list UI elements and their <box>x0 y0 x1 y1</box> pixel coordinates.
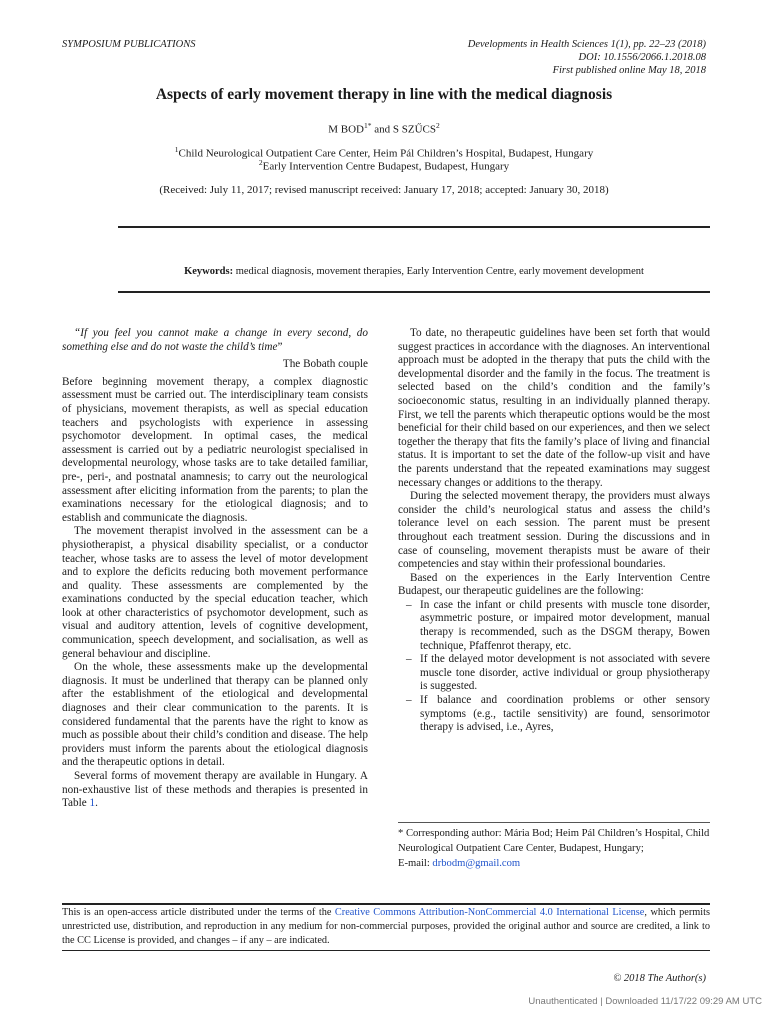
email-label: E-mail: <box>398 858 433 869</box>
footnote-text: * Corresponding author: Mária Bod; Heim Pál Children’s Hospital, Child Neurological Outpatient Care Center, Budapest, Hungary; <box>398 828 710 854</box>
epigraph-quote <box>62 327 368 354</box>
paragraph: To date, no therapeutic guidelines have been set forth that would suggest practices in accordance with the diagnoses. An interventional approach must be adopted in the therapy that puts the child with the developmental disorder and the family in the focus. The treatment is selected based on the child’s condition and the family’s socioeconomic status, resulting in an individually planned therapy. First, we tell the parents which therapeutic options would be the most beneficial for their child based on our experiences, and then we select together the therapy that fits the family’s place of living and financial status. It is important to set the date of the follow-up visit and have the parents understand that the repeated examinations may suggest necessary changes or additions to the therapy. <box>398 327 710 489</box>
license-text <box>62 905 710 950</box>
paragraph-text: Several forms of movement therapy are available in Hungary. A non-exhaustive list of these methods and therapies is presented in Table <box>62 770 368 810</box>
article-title: Aspects of early movement therapy in line with the medical diagnosis <box>155 86 613 103</box>
author-2-affiliation-mark: 2 <box>436 121 440 130</box>
guideline-list <box>398 599 710 735</box>
epigraph-author: The Bobath couple <box>282 358 368 371</box>
right-column <box>398 327 710 735</box>
copyright: © 2018 The Author(s) <box>613 973 706 984</box>
affiliation-2-text: Early Intervention Centre Budapest, Budapest, Hungary <box>262 160 510 173</box>
affiliation-2-mark: 2 <box>258 158 263 167</box>
author-conjunction: and <box>371 123 393 136</box>
paragraph: On the whole, these assessments make up the developmental diagnosis. It must be underlined that therapy can be planned only after the establishment of the etiological and developmental diagnoses and their clear communication to the parents. It is considered fundamental that the parents have the right to know as much as possible about their child’s condition and disease. The help providers must inform the parents about the etiological diagnosis and the therapeutic options in detail. <box>62 661 368 769</box>
corresponding-author-footnote <box>398 826 710 871</box>
journal-citation: Developments in Health Sciences 1(1), pp. 22–23 (2018) <box>467 39 706 50</box>
affiliation-1-text: Child Neurological Outpatient Care Center, Heim Pál Children’s Hospital, Budapest, Hungary <box>178 147 594 160</box>
left-column <box>62 327 368 811</box>
publisher-name: SYMPOSIUM PUBLICATIONS <box>62 39 196 50</box>
paragraph: During the selected movement therapy, the providers must always consider the child’s neurological status and assess the child’s tolerance level on each session. The parent must be present throughout each treatment session. During the discussions and in case of counseling, movement therapists must be aware of their competencies and stay within their professional boundaries. <box>398 490 710 571</box>
bottom-rule <box>118 291 710 293</box>
epigraph-text: “If you feel you cannot make a change in every second, do something else and do not waste the child’s time <box>62 327 368 353</box>
table-1-link[interactable]: 1 <box>89 797 96 810</box>
keywords-label: Keywords: <box>184 266 234 277</box>
author-list <box>0 121 768 136</box>
paragraph: Based on the experiences in the Early Intervention Centre Budapest, our therapeutic guidelines are the following: <box>398 571 710 598</box>
license-terms: , which permits unrestricted use, distribution, and reproduction in any medium for non-commercial purposes, provided the original author and source are credited, a link to the CC License is provided, and changes – if any – are indicated. <box>62 906 710 946</box>
list-item: – If the delayed motor development is not associated with severe muscle tone disorder, active individual or group physiotherapy is suggested. <box>420 653 710 694</box>
top-rule <box>118 226 710 228</box>
author-1: M BOD <box>328 123 364 136</box>
email-link[interactable]: drbodm@gmail.com <box>432 858 521 869</box>
publication-date: First published online May 18, 2018 <box>552 65 706 76</box>
paragraph: The movement therapist involved in the assessment can be a physiotherapist, a physical disability specialist, or a conductor teacher, whose tasks are to assess the level of motor development and to explore the deficits reducing both movement performance and quality. These assessments are complemented by the examinations conducted by the special education teacher, which look at other characteristics of psychomotor development, such as visual and auditory attention, levels of cognitive development, communication, speech development, and socialisation, as well as general behaviour and discipline. <box>62 525 368 660</box>
received-dates: (Received: July 11, 2017; revised manuscript received: January 17, 2018; accepted: January 30, 2018) <box>159 184 609 196</box>
epigraph-close-quote: ” <box>277 340 283 353</box>
paragraph: Before beginning movement therapy, a complex diagnostic assessment must be carried out. The interdisciplinary team consists of physicians, movement therapists, as well as special education teachers and psychologists with experience in assessing psychomotor development. In optimal cases, the medical assessment is carried out by a pediatric neurologist specialised in developmental neurology, whose tasks are to take detailed familiar, pre-, peri-, and postnatal anamnesis; to carry out the neurological assessment after eliciting information from the parents; to plan the examinations necessary for the etiological diagnosis; and to establish and communicate the diagnosis. <box>62 375 368 524</box>
paragraph <box>62 770 368 811</box>
keywords-text: medical diagnosis, movement therapies, Early Intervention Centre, early movement development <box>233 266 644 277</box>
license-intro: This is an open-access article distributed under the terms of the <box>62 906 335 918</box>
list-item: – In case the infant or child presents with muscle tone disorder, asymmetric posture, or impaired motor development, manual therapy is recommended, such as the DSGM therapy, Bowen technique, Pfaffenrot therapy, etc. <box>420 599 710 653</box>
affiliation-2 <box>0 158 768 173</box>
author-2: S SZŰCS <box>392 123 436 136</box>
footnote-rule <box>398 822 710 823</box>
author-1-affiliation-mark: 1* <box>364 121 372 130</box>
affiliation-1-mark: 1 <box>174 145 179 154</box>
doi: DOI: 10.1556/2066.1.2018.08 <box>578 52 706 63</box>
paragraph-end: . <box>95 797 98 810</box>
keywords <box>118 266 710 277</box>
cc-license-link[interactable]: Creative Commons Attribution-NonCommercial 4.0 International License <box>334 906 645 918</box>
journal-info <box>468 38 706 77</box>
download-stamp: Unauthenticated | Downloaded 11/17/22 09:29 AM UTC <box>528 996 762 1007</box>
license-box <box>62 903 710 951</box>
list-item: – If balance and coordination problems or other sensory symptoms (e.g., tactile sensitivity) are found, sensorimotor therapy is advised, i.e., Ayres, <box>420 694 710 735</box>
license-bottom-rule <box>62 950 710 952</box>
